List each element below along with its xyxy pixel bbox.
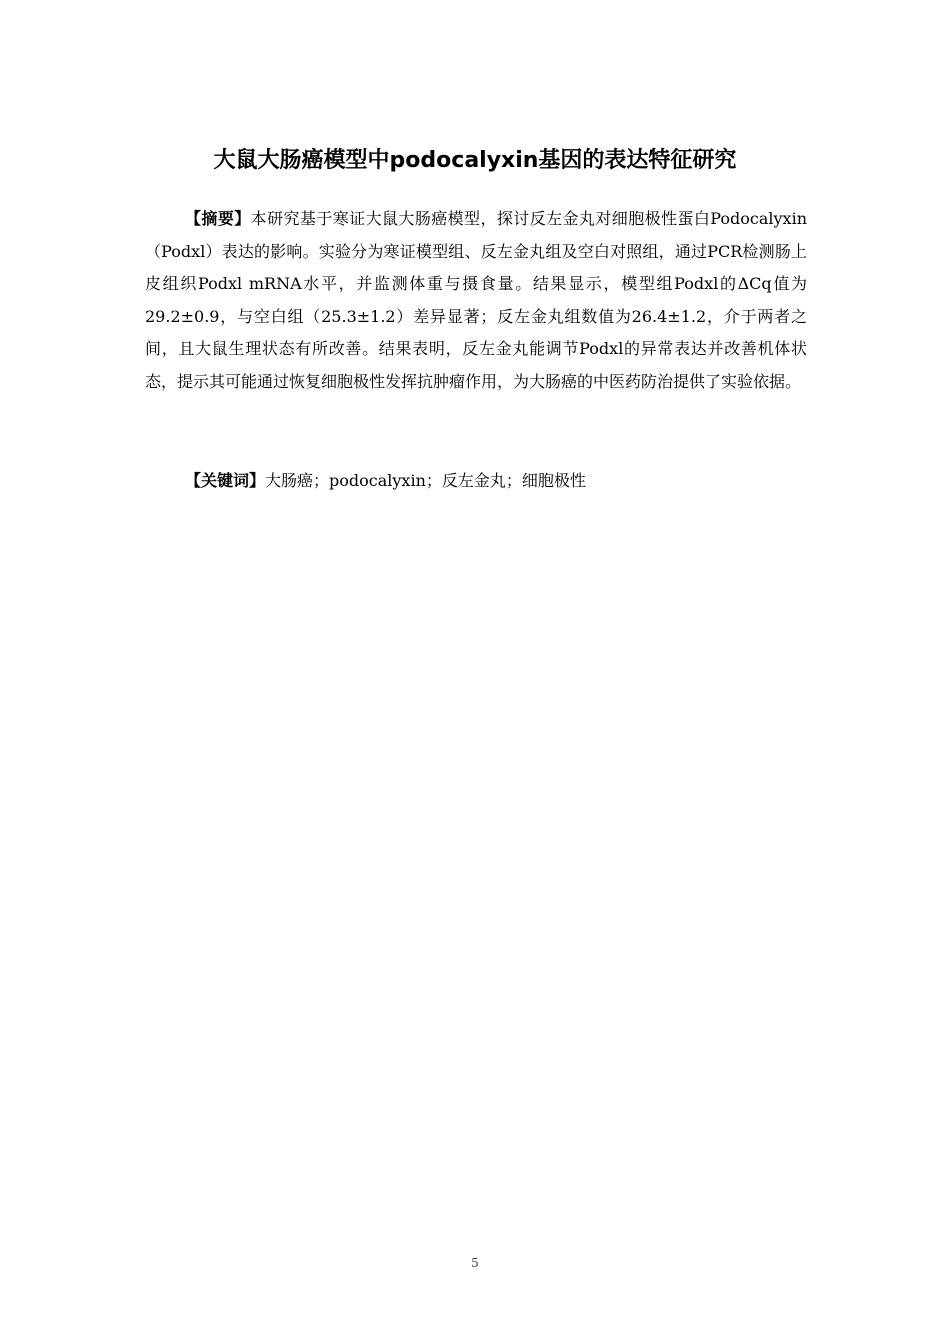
keywords-text: 大肠癌；podocalyxin；反左金丸；细胞极性 xyxy=(265,471,586,490)
keywords-label: 【关键词】 xyxy=(185,471,266,490)
paper-title: 大鼠大肠癌模型中podocalyxin基因的表达特征研究 xyxy=(213,148,737,173)
page-number: 5 xyxy=(471,1256,479,1270)
abstract-paragraph xyxy=(145,203,807,399)
abstract-text: 本研究基于寒证大鼠大肠癌模型，探讨反左金丸对细胞极性蛋白Podocalyxin（Podxl）表达的影响。实验分为寒证模型组、反左金丸组及空白对照组，通过PCR检测肠上皮组织Podxl mRNA水平，并监测体重与摄食量。结果显示，模型组Podxl的ΔCq值为29.2±0.9，与空白组（25.3±1.2）差异显著；反左金丸组数值为26.4±1.2，介于两者之间，且大鼠生理状态有所改善。结果表明，反左金丸能调节Podxl的异常表达并改善机体状态，提示其可能通过恢复细胞极性发挥抗肿瘤作用，为大肠癌的中医药防治提供了实验依据。 xyxy=(145,209,807,391)
abstract-label: 【摘要】 xyxy=(185,209,251,228)
keywords-paragraph xyxy=(145,465,807,497)
